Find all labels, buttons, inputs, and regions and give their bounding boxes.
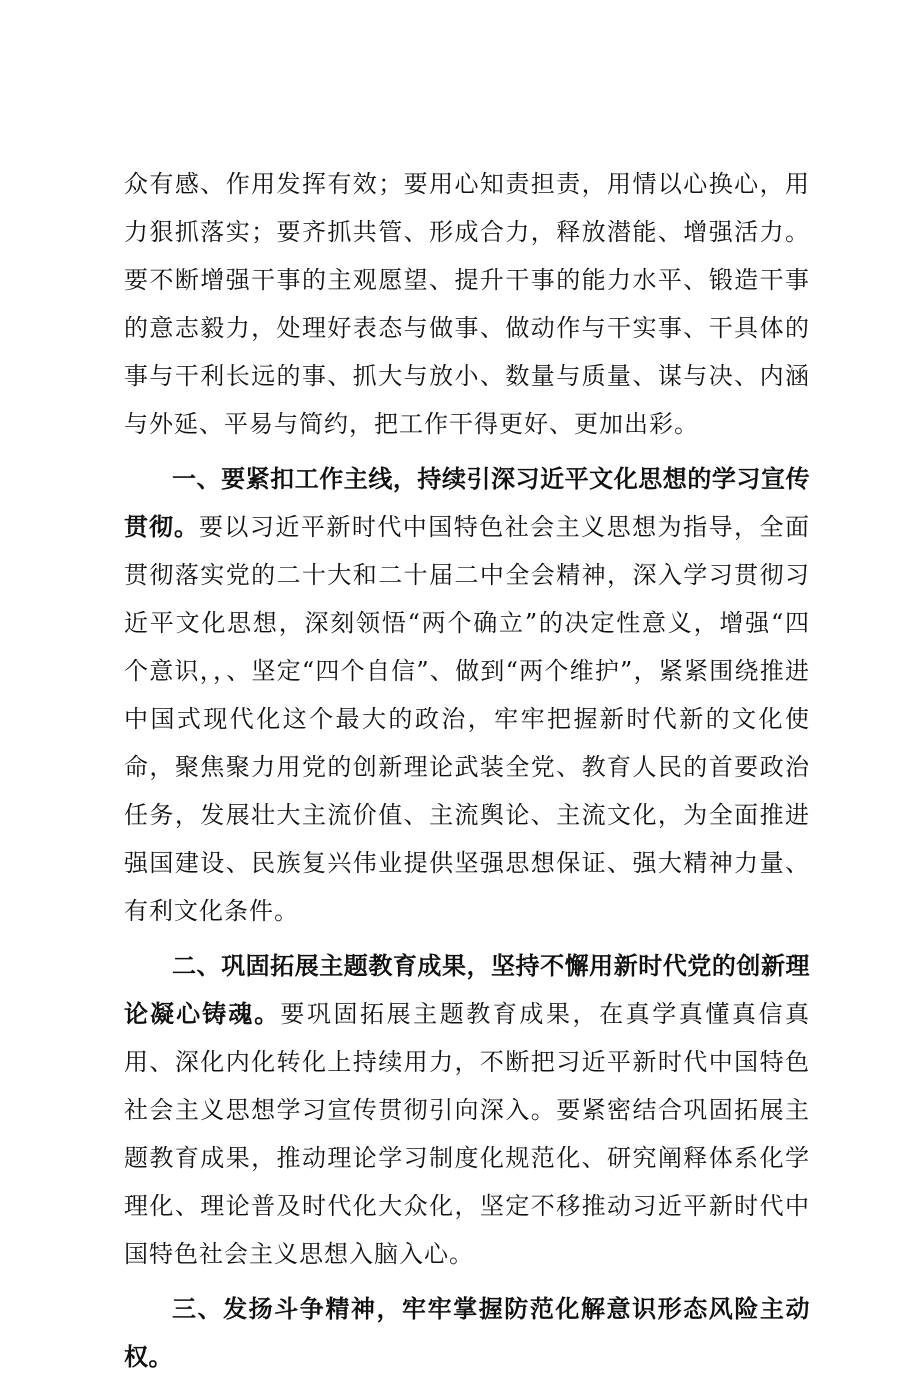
paragraph-continuation xyxy=(124,160,810,448)
paragraph-text: 要以习近平新时代中国特色社会主义思想为指导，全面贯彻落实党的二十大和二十届二中全会精神，深入学习贯彻习近平文化思想，深刻领悟“两个确立”的决定性意义，增强“四个意识，，、坚定“四个自信”、做到“两个维护”，紧紧围绕推进中国式现代化这个最大的政治，牢牢把握新时代新的文化使命，聚焦聚力用党的创新理论武装全党、教育人民的首要政治任务，发展壮大主流价值、主流舆论、主流文化，为全面推进强国建设、民族复兴伟业提供坚强思想保证、强大精神力量、有利文化条件。 xyxy=(124,513,811,925)
section-heading-1: 一、要紧扣工作主线，持续引深习近平文化思想的学习宣传贯彻。 xyxy=(124,465,810,541)
section-heading-3: 三、发扬斗争精神，牢牢掌握防范化解意识形态风险主动权。 xyxy=(124,1295,810,1371)
section-heading-2: 二、巩固拓展主题教育成果，坚持不懈用新时代党的创新理论凝心铸魂。 xyxy=(124,952,810,1028)
paragraph-section-3 xyxy=(124,1285,810,1381)
paragraph-text: 众有感、作用发挥有效；要用心知责担责，用情以心换心，用力狠抓落实；要齐抓共管、形成合力，释放潜能、增强活力。要不断增强干事的主观愿望、提升干事的能力水平、锻造干事的意志毅力，处理好表态与做事、做动作与干实事、干具体的事与干利长远的事、抓大与放小、数量与质量、谋与决、内涵与外延、平易与简约，把工作干得更好、更加出彩。 xyxy=(124,170,810,438)
document-body xyxy=(124,160,810,1388)
paragraph-section-2 xyxy=(124,942,810,1278)
paragraph-section-1 xyxy=(124,455,810,935)
paragraph-text: 要巩固拓展主题教育成果，在真学真懂真信真用、深化内化转化上持续用力，不断把习近平新时代中国特色社会主义思想学习宣传贯彻引向深入。要紧密结合巩固拓展主题教育成果，推动理论学习制度化规范化、研究阐释体系化学理化、理论普及时代化大众化，坚定不移推动习近平新时代中国特色社会主义思想入脑入心。 xyxy=(124,1000,811,1268)
